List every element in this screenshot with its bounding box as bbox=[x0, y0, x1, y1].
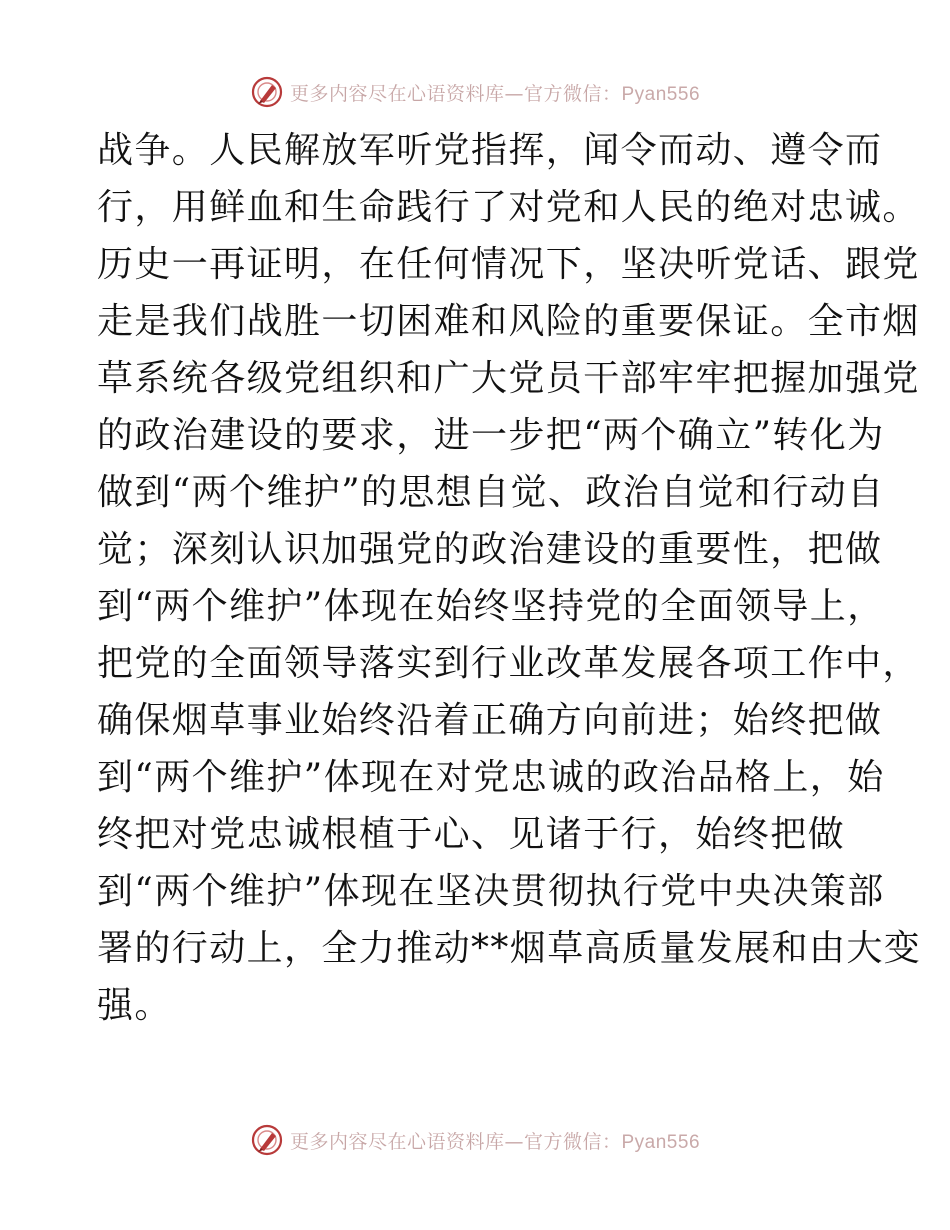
header-watermark bbox=[0, 72, 950, 112]
body-line: 走是我们战胜一切困难和风险的重要保证。全市烟 bbox=[97, 301, 920, 342]
body-line: 的政治建设的要求，进一步把“两个确立”转化为 bbox=[97, 415, 885, 456]
body-line: 行，用鲜血和生命践行了对党和人民的绝对忠诚。 bbox=[97, 187, 920, 228]
body-line: 到“两个维护”体现在始终坚持党的全面领导上， bbox=[97, 586, 885, 627]
body-line: 终把对党忠诚根植于心、见诸于行，始终把做 bbox=[97, 814, 846, 855]
watermark-wechat-id: Pyan556 bbox=[621, 83, 701, 105]
body-line: 到“两个维护”体现在坚决贯彻执行党中央决策部 bbox=[97, 871, 885, 912]
watermark-site-text: 更多内容尽在心语资料库—官方微信： bbox=[289, 1130, 622, 1153]
body-line: 觉；深刻认识加强党的政治建设的重要性，把做 bbox=[97, 529, 883, 570]
body-line: 署的行动上，全力推动**烟草高质量发展和由大变 bbox=[97, 928, 922, 969]
body-line: 草系统各级党组织和广大党员干部牢牢把握加强党 bbox=[97, 358, 920, 399]
body-line: 战争。人民解放军听党指挥，闻令而动、遵令而 bbox=[97, 130, 883, 171]
watermark-site-text: 更多内容尽在心语资料库—官方微信： bbox=[289, 82, 622, 105]
watermark-wechat-id: Pyan556 bbox=[621, 1131, 701, 1153]
document-body bbox=[97, 122, 922, 1034]
body-line: 做到“两个维护”的思想自觉、政治自觉和行动自 bbox=[97, 472, 885, 513]
watermark-text bbox=[290, 79, 700, 106]
pen-nib-icon bbox=[250, 75, 284, 109]
body-line: 确保烟草事业始终沿着正确方向前进；始终把做 bbox=[97, 700, 883, 741]
body-line: 到“两个维护”体现在对党忠诚的政治品格上，始 bbox=[97, 757, 885, 798]
body-line: 把党的全面领导落实到行业改革发展各项工作中， bbox=[97, 643, 920, 684]
footer-watermark bbox=[0, 1120, 950, 1160]
body-line: 历史一再证明，在任何情况下，坚决听党话、跟党 bbox=[97, 244, 920, 285]
body-line: 强。 bbox=[97, 985, 172, 1026]
pen-nib-icon bbox=[250, 1123, 284, 1157]
watermark-text bbox=[290, 1127, 700, 1154]
